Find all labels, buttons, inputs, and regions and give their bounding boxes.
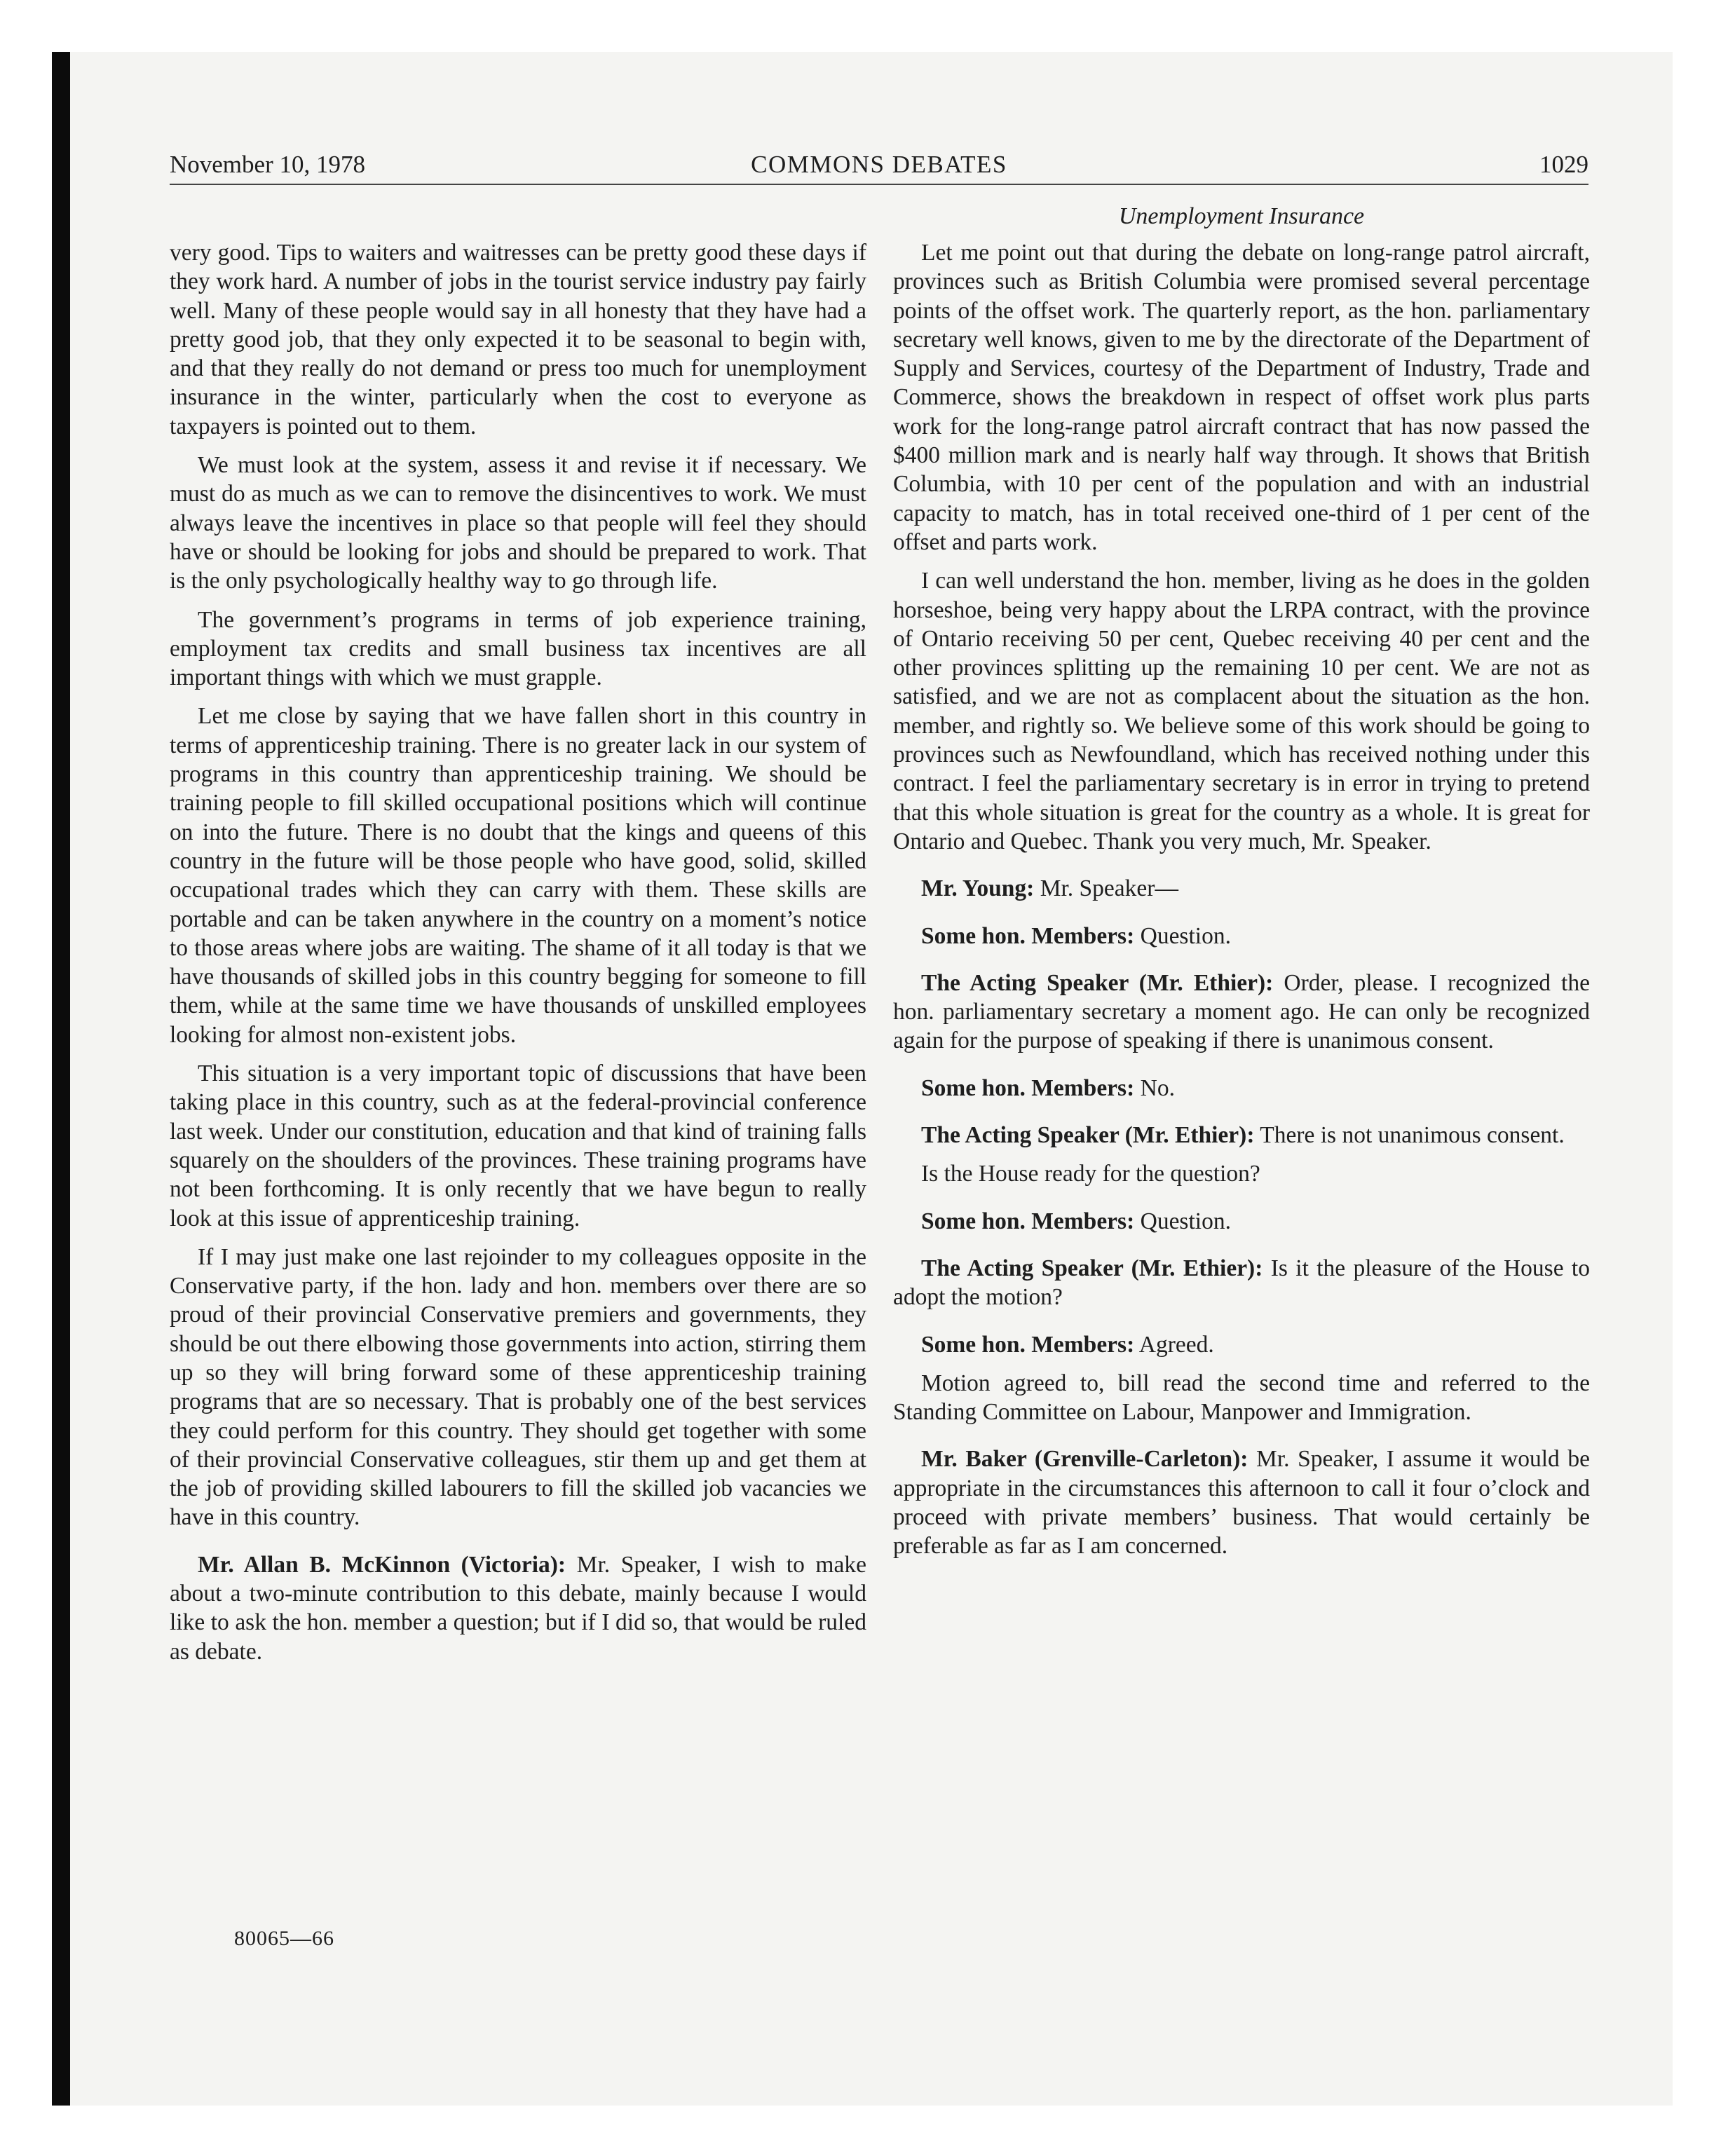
speech-baker [893, 1445, 1590, 1560]
speech-young [893, 874, 1590, 903]
speech-text: Question. [1134, 1208, 1231, 1234]
speech-text: Agreed. [1134, 1331, 1214, 1358]
speech-text: No. [1134, 1074, 1175, 1101]
speaker-name: Some hon. Members: [921, 1331, 1135, 1358]
speech-text: Mr. Speaker, I wish to make about a two-minute contribution to this debate, mainly because I would like to ask the hon. member a question; but if I did so, that would be ruled as debate. [170, 1551, 866, 1665]
paragraph: Let me point out that during the debate on long-range patrol aircraft, provinces such as British Columbia were promised several percentage points of the offset work. The quarterly report, as the hon. parliamentary secretary well knows, given to me by the directorate of the Department of Supply and Services, courtesy of the Department of Industry, Trade and Commerce, shows the breakdown in respect of offset work plus parts work for the long-range patrol aircraft contract that has now passed the $400 million mark and is nearly half way through. It shows that British Columbia, with 10 per cent of the population and with an industrial capacity to match, has in total received one-third of 1 per cent of the offset and parts work. [893, 240, 1590, 555]
speaker-name: The Acting Speaker (Mr. Ethier): [921, 1122, 1255, 1149]
section-title: Unemployment Insurance [1118, 203, 1365, 229]
speech-acting-speaker [893, 1121, 1590, 1149]
header-title: COMMONS DEBATES [751, 151, 1007, 178]
speech-members [893, 922, 1590, 950]
speech-members [893, 1330, 1590, 1359]
speaker-name: Some hon. Members: [921, 1208, 1135, 1234]
left-column [170, 238, 866, 1676]
speech-text: Mr. Speaker— [1034, 875, 1178, 902]
page-number: 1029 [1539, 151, 1588, 178]
speaker-name: Mr. Baker (Grenville-Carleton): [921, 1446, 1248, 1473]
speaker-name: Some hon. Members: [921, 922, 1135, 949]
speaker-name: Mr. Young: [921, 875, 1035, 902]
paragraph: Is the House ready for the question? [921, 1161, 1260, 1187]
right-column [893, 238, 1590, 1571]
paragraph: We must look at the system, assess it and revise it if necessary. We must do as much as we can to remove the disincentives to work. We must always leave the incentives in place so that people will feel they should have or should be looking for jobs and should be prepared to work. That is the only psychologically healthy way to go through life. [170, 452, 866, 594]
paragraph: This situation is a very important topic of discussions that have been taking place in this country, such as at the federal-provincial conference last week. Under our constitution, education and that kind of training falls squarely on the shoulders of the provinces. These training programs have not been forthcoming. It is only recently that we have begun to really look at this issue of apprenticeship training. [170, 1060, 866, 1231]
speaker-name: Mr. Allan B. McKinnon (Victoria): [198, 1551, 566, 1578]
speech-text: Order, please. I recognized the hon. parliamentary secretary a moment ago. He can only be recognized again for the purpose of speaking if there is unanimous consent. [893, 969, 1590, 1054]
paragraph: I can well understand the hon. member, living as he does in the golden horseshoe, being very happy about the LRPA contract, with the province of Ontario receiving 50 per cent, Quebec receiving 40 per cent and the other provinces splitting up the remaining 10 per cent. We are not as satisfied, and we are not as complacent about the situation as the hon. member, and rightly so. We believe some of this work should be going to provinces such as Newfoundland, which has received nothing under this contract. I feel the parliamentary secretary is in error in trying to pretend that this whole situation is great for the country as a whole. It is great for Ontario and Quebec. Thank you very much, Mr. Speaker. [893, 568, 1590, 854]
paragraph: If I may just make one last rejoinder to my colleagues opposite in the Conservative party, if the hon. lady and hon. members over there are so proud of their provincial Conservative premiers and governments, they should be out there elbowing those governments into action, stirring them up so they will bring forward some of these apprenticeship training programs that are so necessary. That is probably one of the best services they could perform for this country. They should get together with some of their provincial Conservative colleagues, stir them up and get them at the job of providing skilled labourers to fill the skilled job vacancies we have in this country. [170, 1243, 866, 1531]
footer-code: 80065—66 [234, 1927, 334, 1950]
speech-text: Is it the pleasure of the House to adopt the motion? [893, 1255, 1590, 1311]
paragraph: very good. Tips to waiters and waitresses can be pretty good these days if they work hard. A number of jobs in the tourist service industry pay fairly well. Many of these people would say in all honesty that they have had a pretty good job, that they only expected it to be seasonal to begin with, and that they really do not demand or press too much for unemployment insurance in the winter, particularly when the cost to everyone as taxpayers is pointed out to them. [170, 240, 866, 439]
speech-text: There is not unanimous consent. [1254, 1122, 1565, 1149]
scan-edge [52, 52, 70, 2106]
paragraph: Let me close by saying that we have fallen short in this country in terms of apprenticeship training. There is no greater lack in our system of programs in this country than apprenticeship training. We should be training people to fill skilled occupational positions which will continue on into the future. There is no doubt that the kings and queens of this country in the future will be those people who have good, solid, skilled occupational trades which they can carry with them. These skills are portable and can be taken anywhere in the country on a moment’s notice to those areas where jobs are waiting. The shame of it all today is that we have thousands of skilled jobs in this country begging for someone to fill them, while at the same time we have thousands of unskilled employees looking for almost non-existent jobs. [170, 703, 866, 1048]
speech-mckinnon [170, 1550, 866, 1666]
paragraph: Motion agreed to, bill read the second time and referred to the Standing Committee on Labour, Manpower and Immigration. [893, 1370, 1590, 1426]
speech-text: Question. [1134, 922, 1231, 949]
speech-text: Mr. Speaker, I assume it would be appropriate in the circumstances this afternoon to call it four o’clock and proceed with private members’ business. That would certainly be preferable as far as I am concerned. [893, 1446, 1591, 1560]
running-head [170, 147, 1588, 185]
speaker-name: Some hon. Members: [921, 1074, 1135, 1101]
speech-acting-speaker [893, 969, 1590, 1056]
speaker-name: The Acting Speaker (Mr. Ethier): [921, 969, 1274, 996]
speech-acting-speaker [893, 1254, 1590, 1312]
header-date: November 10, 1978 [170, 151, 365, 178]
paragraph: The government’s programs in terms of job experience training, employment tax credits and small business tax incentives are all important things with which we must grapple. [170, 606, 866, 691]
speech-members [893, 1074, 1590, 1103]
speaker-name: The Acting Speaker (Mr. Ethier): [921, 1255, 1263, 1281]
speech-members [893, 1207, 1590, 1236]
